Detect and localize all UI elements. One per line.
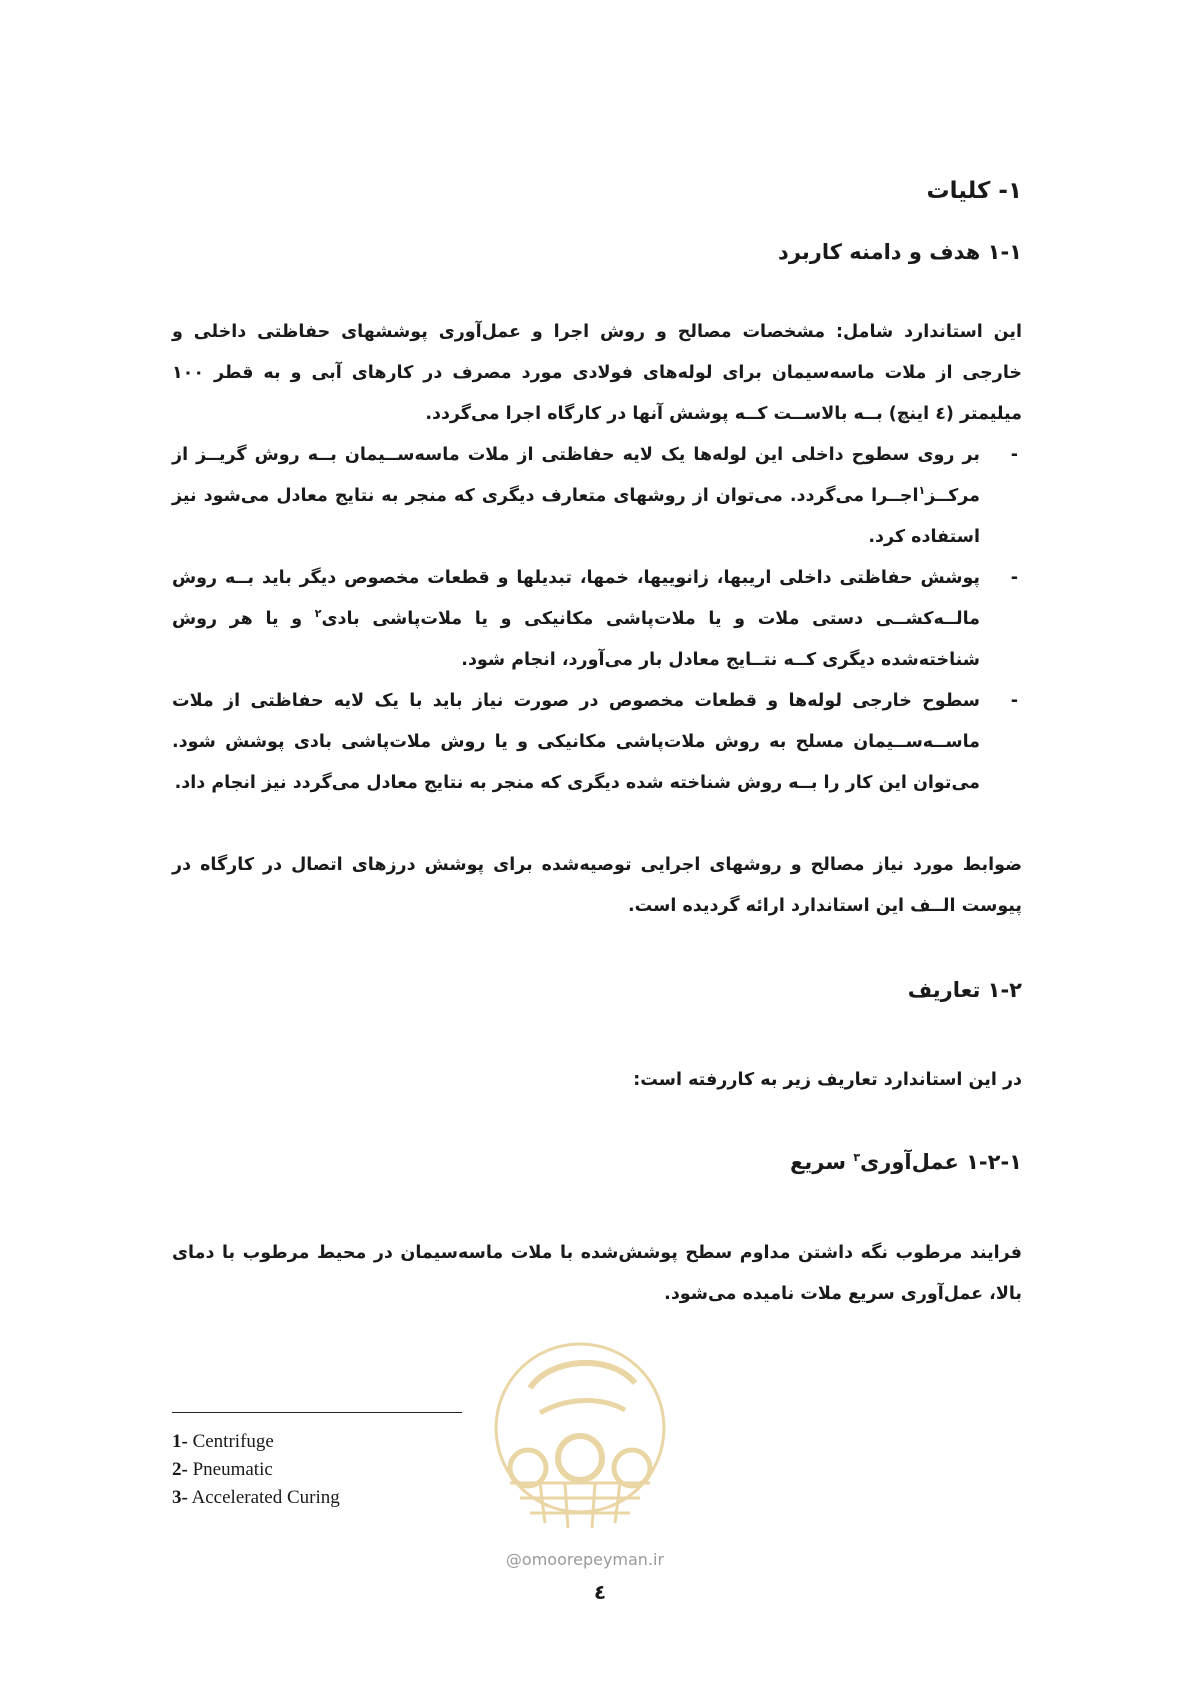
heading-text: ۱-۲-۱ عمل‌آوری [860,1150,1022,1174]
heading-text-cont: سریع [790,1150,854,1174]
footnote-number: 1- [172,1431,188,1452]
footnote-separator [172,1412,462,1413]
bullet-text: سطوح خارجی لوله‌ها و قطعات مخصوص در صورت نیاز باید با یک لایه حفاظتی از ملات ماســه‌ســیمان مسلح به روش ملات‌پاشی مکانیکی و یا روش ملات‌پاشی بادی پوشش شود. می‌توان این کار را بــه روش شناخته شده دیگری که منجر به نتایج معادل می‌گردد نیز انجام داد. [172,691,980,793]
footnotes [172,1428,340,1512]
page-number: ٤ [593,1580,607,1604]
scope-bullet-list [172,435,1022,804]
section-1-1-intro: این استاندارد شامل: مشخصات مصالح و روش اجرا و عمل‌آوری پوششهای حفاظتی داخلی و خارجی از ملات ماسه‌سیمان برای لوله‌های فولادی مورد مصرف در کارهای آبی و به قطر ۱۰۰ میلیمتر (٤ اینچ) بــه بالاســت کــه پوشش آنها در کارگاه اجرا می‌گردد. [172,322,1022,424]
footnote-item [172,1484,340,1512]
footnote-ref: ۳ [853,1151,861,1164]
seal-logo-icon [490,1318,670,1550]
section-1-2-intro: در این استاندارد تعاریف زیر به کاررفته است: [633,1070,1022,1090]
footnote-item [172,1428,340,1456]
footnote-item [172,1456,340,1484]
bullet-text: بر روی سطوح داخلی این لوله‌ها یک لایه حفاظتی از ملات ماسه‌ســیمان بــه روش گریــز از مرکــز [172,445,980,506]
bullet-text-cont: اجــرا می‌گردد. می‌توان از روشهای متعارف دیگری که منجر به نتایج معادل می‌شود نیز استفاده کرد. [172,486,980,547]
footnote-number: 2- [172,1459,188,1480]
footnote-ref: ۱ [918,484,926,498]
footnote-text: Accelerated Curing [187,1487,340,1508]
footnote-number: 3- [172,1487,188,1508]
section-1-2-1-heading [790,1150,1022,1174]
section-1-2-1-body: فرایند مرطوب نگه داشتن مداوم سطح پوشش‌شده با ملات ماسه‌سیمان در محیط مرطوب با دمای بالا، عمل‌آوری سریع ملات نامیده می‌شود. [172,1243,1022,1304]
bullet-dash: - [1010,691,1018,711]
footnote-text: Centrifuge [187,1431,274,1452]
bullet-dash: - [1010,445,1018,465]
section-1-1-heading: ۱-۱ هدف و دامنه کاربرد [778,240,1022,264]
list-item [172,435,1022,558]
footnote-text: Pneumatic [187,1459,273,1480]
bullet-text-cont: و یا هر روش شناخته‌شده دیگری کــه نتــایج معادل بار می‌آورد، انجام شود. [172,609,980,670]
bullet-text: پوشش حفاظتی داخلی اریبها، زانوییها، خمها، تبدیلها و قطعات مخصوص دیگر باید بــه روش مالــه‌کشــی دستی ملات و یا ملات‌پاشی مکانیکی و یا ملات‌پاشی بادی [172,568,980,629]
section-1-2-heading: ۱-۲ تعاریف [907,978,1022,1002]
watermark-url: @omoorepeyman.ir [505,1550,665,1569]
list-item [172,558,1022,681]
footnote-ref: ۲ [314,607,322,621]
bullet-dash: - [1010,568,1018,588]
section-1-1-closing: ضوابط مورد نیاز مصالح و روشهای اجرایی توصیه‌شده برای پوشش درزهای اتصال در کارگاه در پیوست الــف این استاندارد ارائه گردیده است. [172,855,1022,916]
chapter-heading: ۱- کلیات [926,178,1022,204]
list-item [172,681,1022,804]
